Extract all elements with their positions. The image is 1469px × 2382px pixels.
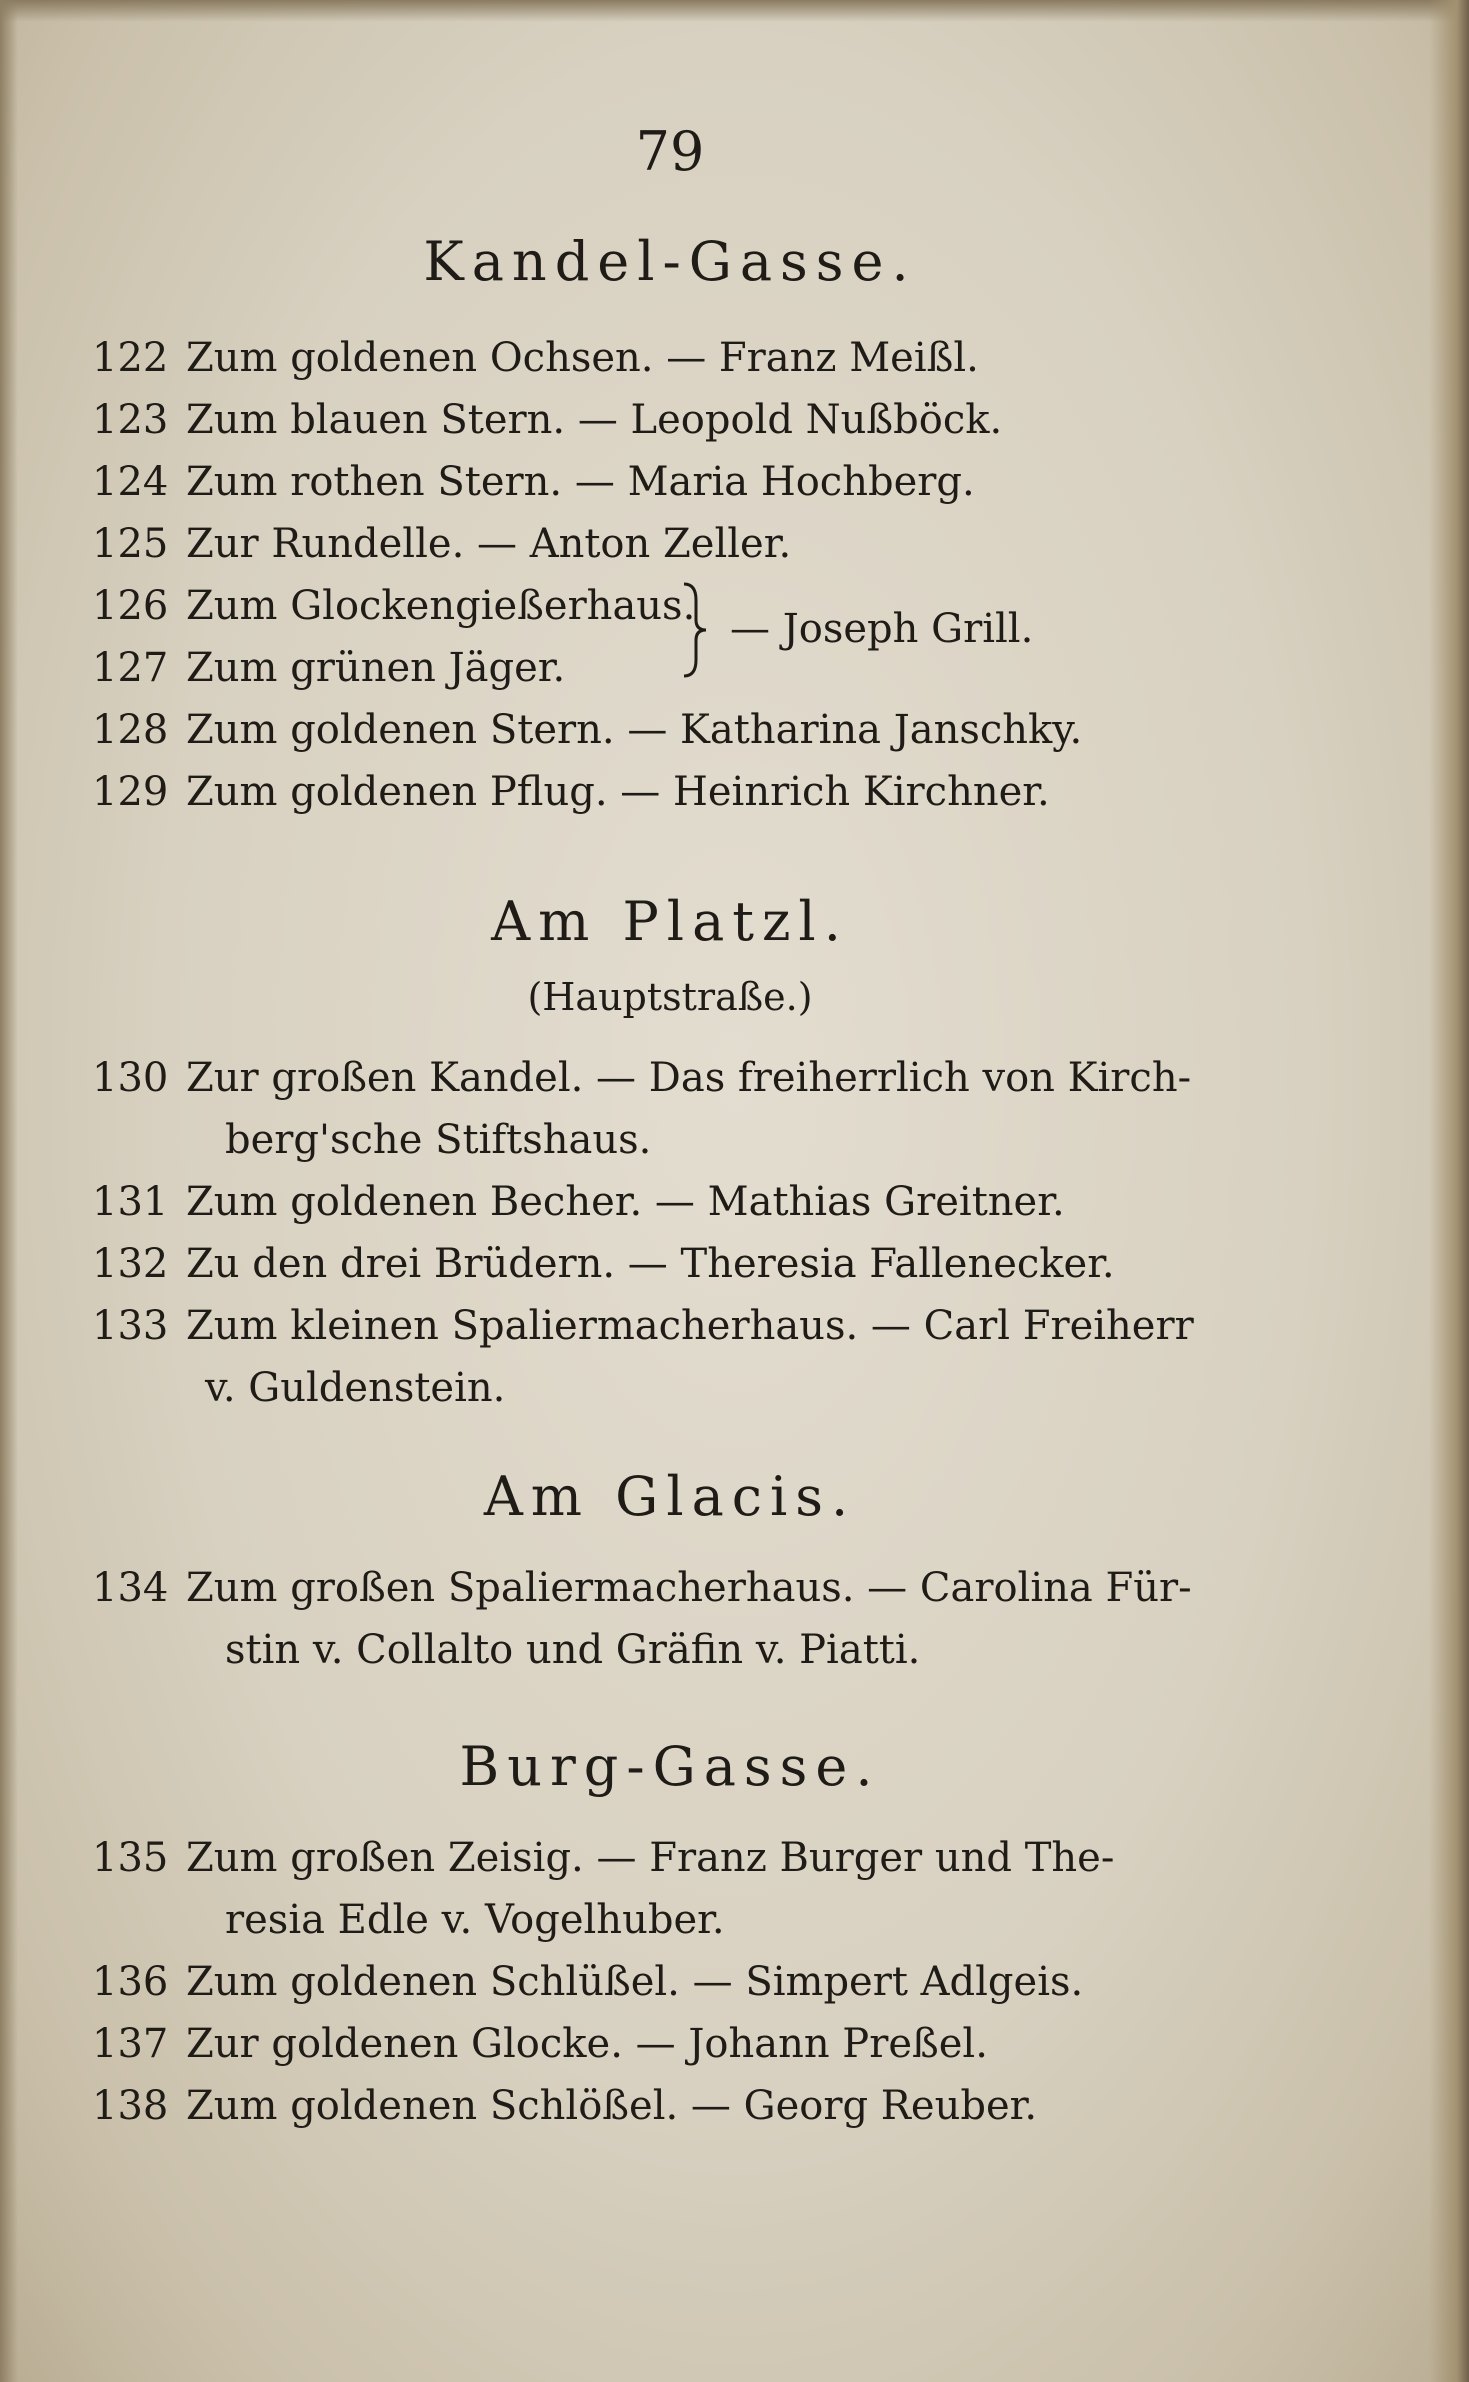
entry-131 <box>92 1179 1065 1225</box>
entry-text: Zum goldenen Stern. — Katharina Janschky. <box>186 707 1083 753</box>
entry-text: Zum blauen Stern. — Leopold Nußböck. <box>186 397 1003 443</box>
section-title-burg-gasse: Burg-Gasse. <box>459 1735 881 1798</box>
entry-137 <box>92 2021 988 2067</box>
page-number: 79 <box>635 120 705 183</box>
brace-owner: — Joseph Grill. <box>730 606 1034 652</box>
entry-number: 138 <box>92 2083 169 2129</box>
entry-text: Zum goldenen Ochsen. — Franz Meißl. <box>186 335 979 381</box>
entry-134-continuation: stin v. Collalto und Gräfin v. Piatti. <box>225 1627 921 1673</box>
entry-130 <box>92 1055 1191 1101</box>
entry-number: 127 <box>92 645 169 691</box>
entry-132 <box>92 1241 1115 1287</box>
entry-text: Zur großen Kandel. — Das freiherrlich von Kirch- <box>186 1055 1192 1101</box>
entry-number: 131 <box>92 1179 169 1225</box>
entry-133-continuation: v. Guldenstein. <box>205 1365 506 1411</box>
entry-number: 129 <box>92 769 169 815</box>
entry-text: Zur Rundelle. — Anton Zeller. <box>186 521 792 567</box>
entry-136 <box>92 1959 1083 2005</box>
entry-number: 123 <box>92 397 169 443</box>
entry-number: 128 <box>92 707 169 753</box>
entry-text: Zum goldenen Pflug. — Heinrich Kirchner. <box>186 769 1050 815</box>
entry-138 <box>92 2083 1037 2129</box>
entry-number: 133 <box>92 1303 169 1349</box>
entry-128 <box>92 707 1082 753</box>
entry-130-continuation: berg'sche Stiftshaus. <box>225 1117 652 1163</box>
entry-127 <box>92 645 565 691</box>
page-edge-top <box>0 0 1469 22</box>
entry-number: 126 <box>92 583 169 629</box>
section-title-kandel-gasse: Kandel-Gasse. <box>423 230 917 293</box>
entry-133 <box>92 1303 1194 1349</box>
entry-text: Zum kleinen Spaliermacherhaus. — Carl Freiherr <box>186 1303 1194 1349</box>
entry-number: 134 <box>92 1565 169 1611</box>
entry-number: 124 <box>92 459 169 505</box>
entry-125 <box>92 521 791 567</box>
entry-number: 135 <box>92 1835 169 1881</box>
page-edge-right <box>1429 0 1469 2382</box>
entry-text: Zum goldenen Schlüßel. — Simpert Adlgeis. <box>186 1959 1084 2005</box>
entry-text: Zum großen Zeisig. — Franz Burger und The- <box>186 1835 1115 1881</box>
section-title-am-glacis: Am Glacis. <box>483 1465 857 1528</box>
entry-129 <box>92 769 1050 815</box>
entry-134 <box>92 1565 1192 1611</box>
section-title-am-platzl: Am Platzl. <box>491 890 849 953</box>
entry-number: 122 <box>92 335 169 381</box>
entry-text: Zum Glockengießerhaus. <box>186 583 696 629</box>
entry-number: 125 <box>92 521 169 567</box>
entry-number: 136 <box>92 1959 169 2005</box>
entry-124 <box>92 459 975 505</box>
curly-brace-icon <box>680 580 710 680</box>
entry-number: 132 <box>92 1241 169 1287</box>
entry-text: Zum goldenen Schlößel. — Georg Reuber. <box>186 2083 1038 2129</box>
section-subtitle: (Hauptstraße.) <box>527 975 813 1019</box>
entry-number: 130 <box>92 1055 169 1101</box>
page-edge-left <box>0 0 18 2382</box>
entry-123 <box>92 397 1002 443</box>
entry-text: Zum großen Spaliermacherhaus. — Carolina Für- <box>186 1565 1192 1611</box>
entry-text: Zur goldenen Glocke. — Johann Preßel. <box>186 2021 988 2067</box>
entry-text: Zu den drei Brüdern. — Theresia Fallenecker. <box>186 1241 1115 1287</box>
entry-122 <box>92 335 979 381</box>
entry-text: Zum goldenen Becher. — Mathias Greitner. <box>186 1179 1065 1225</box>
entry-135 <box>92 1835 1114 1881</box>
entry-number: 137 <box>92 2021 169 2067</box>
entry-126 <box>92 583 695 629</box>
entry-135-continuation: resia Edle v. Vogelhuber. <box>225 1897 725 1943</box>
entry-text: Zum grünen Jäger. <box>186 645 566 691</box>
entry-text: Zum rothen Stern. — Maria Hochberg. <box>186 459 975 505</box>
